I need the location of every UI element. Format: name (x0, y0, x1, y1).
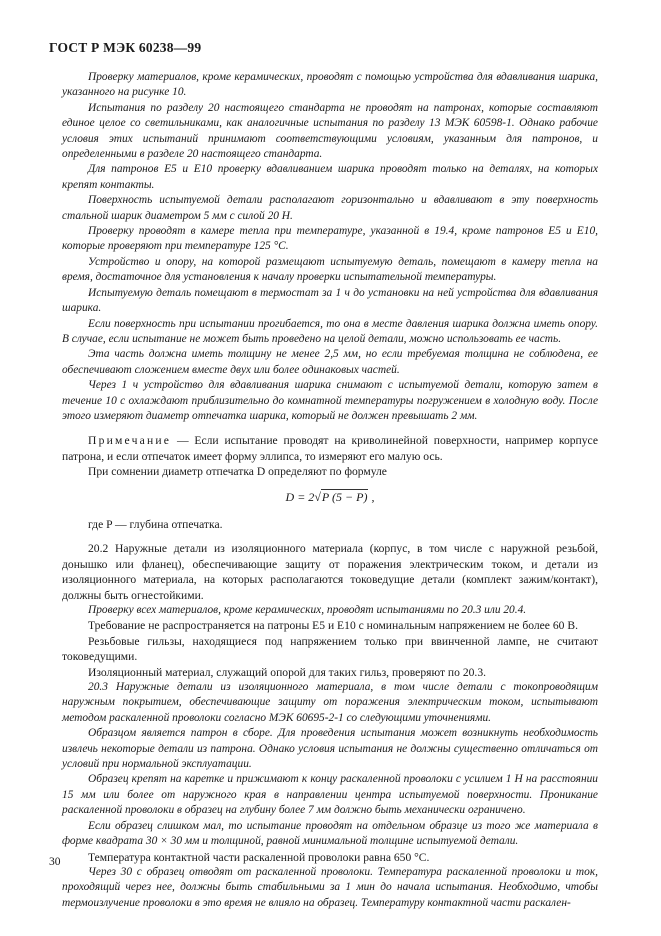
paragraph: Если поверхность при испытании прогибается, то она в месте давления шарика должна иметь опору. В случае, если испытание не может быть проведено на целой детали, можно использовать ее часть. (62, 317, 598, 345)
formula-tail: , (368, 489, 375, 504)
formula-radicand: P (5 − P) (321, 489, 368, 504)
note-label: Примечание (88, 434, 172, 448)
paragraph: Проверку материалов, кроме керамических, проводят с помощью устройства для вдавливания шарика, указанного на рисунке 10. (62, 71, 598, 99)
standard-header: ГОСТ Р МЭК 60238—99 (49, 40, 202, 55)
paragraph: Устройство и опору, на которой размещают испытуемую деталь, помещают в камеру тепла на время, достаточное для установления к началу проверки испытательной температуры. (62, 255, 598, 284)
paragraph: 20.3 Наружные детали из изоляционного материала, в том числе детали с токопроводящим наружным покрытием, обеспечивающие защиту от поражения электрическим током, испытывают методом раскаленной проволоки согласно МЭК 60695-2-1 со следующими уточнениями. (62, 681, 598, 724)
paragraph: Температура контактной части раскаленной проволоки равна 650 °С. (88, 850, 430, 864)
paragraph: Проверку проводят в камере тепла при температуре, указанной в 19.4, кроме патронов E5 и E10, которые проверяют при температуре 125 °С. (62, 225, 598, 253)
paragraph: 20.2 Наружные детали из изоляционного материала (корпус, в том числе с наружной резьбой, донышко или фланец), обеспечивающие защиту от поражения электрическим током, и детали из изоляционного материала, на которых располагаются токоведущие детали (комплект зажим/контакт), должны быть огнестойкими. (62, 542, 598, 602)
paragraph: Требование не распространяется на патроны E5 и E10 с номинальным напряжением не более 60 В. (88, 619, 578, 633)
formula: D = 2√P (5 − P) , (285, 489, 375, 504)
paragraph: Образцом является патрон в сборе. Для проведения испытания может возникнуть необходимость извлечь некоторые детали из патрона. Однако условия испытания не должны существенно отличаться от условий при нормальной эксплуатации. (62, 727, 598, 771)
note (62, 433, 598, 464)
paragraph: Испытания по разделу 20 настоящего стандарта не проводят на патронах, которые составляют единое целое со светильниками, как аналогичные испытания по разделу 13 МЭК 60598-1. Однако рабочие условия этих испытаний принимают соответствующими условиям, указанным для патронов, и определенными в разделе 20 настоящего стандарта. (62, 101, 598, 161)
paragraph: При сомнении диаметр отпечатка D определяют по формуле (88, 465, 387, 479)
paragraph: Через 1 ч устройство для вдавливания шарика снимают с испытуемой детали, которую затем в течение 10 с охлаждают приблизительно до комнатной температуры погружением в холодную воду. После этого измеряют диаметр отпечатка шарика, который не должен превышать 2 мм. (62, 379, 598, 422)
paragraph: Резьбовые гильзы, находящиеся под напряжением только при ввинченной лампе, не считают токоведущими. (62, 634, 598, 664)
paragraph: Для патронов E5 и E10 проверку вдавливанием шарика проводят только на деталях, на которых крепят контакты. (62, 163, 598, 191)
note-text: — Если испытание проводят на криволинейной поверхности, например корпусе патрона, и если отпечаток имеет форму эллипса, то измеряют его малую ось. (62, 434, 598, 463)
paragraph: Образец крепят на каретке и прижимают к концу раскаленной проволоки с усилием 1 Н на расстоянии 15 мм или более от наружного края в направлении центра испытуемой поверхности. Проникание раскаленной проволоки в образец на глубину более 7 мм должно быть механически ограничено. (62, 773, 598, 817)
paragraph: Испытуемую деталь помещают в термостат за 1 ч до установки на ней устройства для вдавливания шарика. (62, 286, 598, 315)
paragraph: Если образец слишком мал, то испытание проводят на отдельном образце из того же материала в форме квадрата 30 × 30 мм и толщиной, равной минимальной толщине испытуемой детали. (62, 819, 598, 848)
paragraph: Эта часть должна иметь толщину не менее 2,5 мм, но если требуемая толщина не соблюдена, ее обеспечивают сложением вместе двух или более одинаковых частей. (62, 348, 598, 376)
paragraph: Изоляционный материал, служащий опорой для таких гильз, проверяют по 20.3. (88, 665, 487, 679)
formula-left: D = 2 (285, 489, 315, 504)
paragraph: Поверхность испытуемой детали располагают горизонтально и вдавливают в эту поверхность стальной шарик диаметром 5 мм с силой 20 Н. (62, 194, 598, 222)
paragraph: где P — глубина отпечатка. (88, 517, 223, 531)
document-body (62, 70, 598, 911)
page-number: 30 (49, 856, 61, 868)
paragraph: Проверку всех материалов, кроме керамических, проводят испытаниями по 20.3 или 20.4. (88, 604, 527, 616)
paragraph: Через 30 с образец отводят от раскаленной проволоки. Температура раскаленной проволоки и ток, проходящий через нее, должны быть стабильными за 1 мин до начала испытания. Необходимо, чтобы термоизлучение проволоки в это время не влияло на образец. Температуру контактной части раскален- (62, 865, 598, 909)
